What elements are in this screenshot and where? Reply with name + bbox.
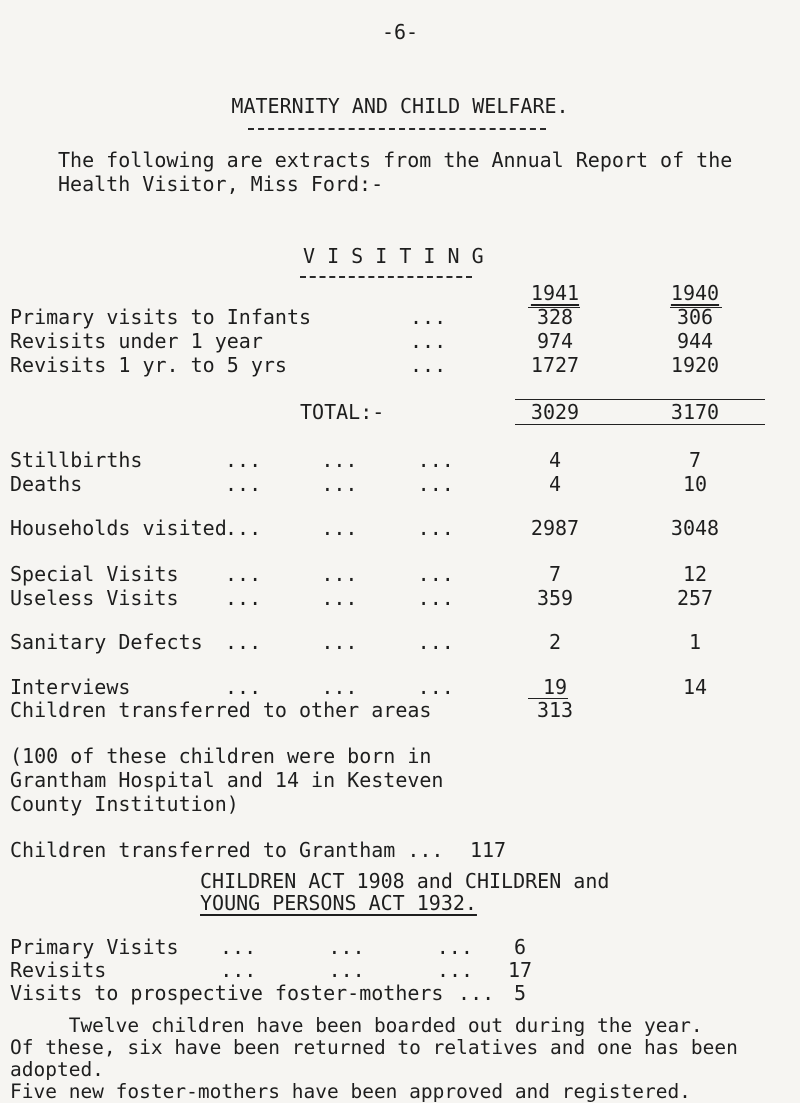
stat-label: Useless Visits (10, 586, 179, 610)
act-dots: ... ... ... (220, 935, 473, 959)
row-dots: ... (410, 353, 447, 377)
act-dots: ... (446, 981, 495, 1005)
stat-dots: ... ... ... (225, 562, 454, 586)
stat-1941: 2987 (530, 516, 580, 540)
closing-line-4: Five new foster-mothers have been approved and registered. (10, 1080, 691, 1103)
stat-label: Children transferred to other areas (10, 698, 432, 722)
stat-1941: 313 (536, 698, 574, 722)
stat-1940: 3048 (670, 516, 720, 540)
stat-dots: ... ... ... (225, 516, 454, 540)
stat-dots: ... ... ... (225, 586, 454, 610)
stat-1940: 10 (682, 472, 708, 496)
row-label: Primary visits to Infants (10, 305, 312, 329)
act-value: 6 (513, 935, 527, 959)
closing-line-1: Twelve children have been boarded out during the year. (10, 1014, 703, 1037)
stat-dots: ... ... ... (225, 630, 454, 654)
stat-1940: 7 (688, 448, 702, 472)
transferred-grantham-value: 117 (469, 838, 507, 862)
column-header-1941: 1941 (530, 281, 580, 305)
row-dots: ... (410, 305, 447, 329)
value-1941: 1727 (530, 353, 580, 377)
underline-1940 (670, 307, 722, 308)
value-1940: 306 (676, 305, 714, 329)
stat-label: Sanitary Defects (10, 630, 203, 654)
value-1941: 328 (536, 305, 574, 329)
total-bottom-rule (515, 424, 765, 425)
act-heading-line-1: CHILDREN ACT 1908 and CHILDREN and (200, 869, 610, 893)
intro-line-1: The following are extracts from the Annual Report of the (58, 148, 733, 172)
stat-dots: ... ... ... (225, 448, 454, 472)
page-heading: MATERNITY AND CHILD WELFARE. (231, 94, 569, 118)
act-label: Visits to prospective foster-mothers (10, 981, 444, 1005)
value-1941: 974 (536, 329, 574, 353)
closing-line-3: adopted. (10, 1058, 104, 1081)
act-value: 17 (507, 958, 533, 982)
stat-1941: 4 (548, 472, 562, 496)
stat-1941: 19 (542, 675, 568, 699)
act-heading-line-2: YOUNG PERSONS ACT 1932. (200, 891, 477, 915)
stat-1940: 14 (682, 675, 708, 699)
value-1940: 1920 (670, 353, 720, 377)
total-1941: 3029 (530, 400, 580, 424)
row-label: Revisits 1 yr. to 5 yrs (10, 353, 287, 377)
closing-line-2: Of these, six have been returned to relatives and one has been (10, 1036, 738, 1059)
heading-dashed-rule (248, 128, 546, 130)
visiting-dashed-rule (300, 276, 472, 278)
stat-1941: 359 (536, 586, 574, 610)
note-line-3: County Institution) (10, 792, 239, 816)
stat-1940: 257 (676, 586, 714, 610)
stat-dots: ... ... ... (225, 675, 454, 699)
total-label: TOTAL:- (300, 400, 385, 424)
underline-1941 (528, 307, 580, 308)
row-label: Revisits under 1 year (10, 329, 263, 353)
stat-label: Deaths (10, 472, 83, 496)
stat-label: Special Visits (10, 562, 179, 586)
act-label: Primary Visits (10, 935, 179, 959)
stat-1941: 2 (548, 630, 562, 654)
page-number: -6- (381, 20, 419, 44)
column-header-1940: 1940 (670, 281, 720, 305)
value-1940: 944 (676, 329, 714, 353)
visiting-title: V I S I T I N G (303, 244, 484, 268)
stat-1941: 4 (548, 448, 562, 472)
stat-1941: 7 (548, 562, 562, 586)
note-line-2: Grantham Hospital and 14 in Kesteven (10, 768, 444, 792)
total-1940: 3170 (670, 400, 720, 424)
stat-dots: ... ... ... (225, 472, 454, 496)
row-dots: ... (410, 329, 447, 353)
stat-1940: 1 (688, 630, 702, 654)
stat-label: Stillbirths (10, 448, 143, 472)
transferred-grantham-label: Children transferred to Grantham ... (10, 838, 444, 862)
intro-line-2: Health Visitor, Miss Ford:- (58, 172, 384, 196)
note-line-1: (100 of these children were born in (10, 744, 432, 768)
stat-1940: 12 (682, 562, 708, 586)
act-label: Revisits (10, 958, 107, 982)
act-dots: ... ... ... (160, 958, 474, 982)
stat-label: Interviews (10, 675, 131, 699)
act-value: 5 (513, 981, 527, 1005)
stat-label: Households visited (10, 516, 227, 540)
